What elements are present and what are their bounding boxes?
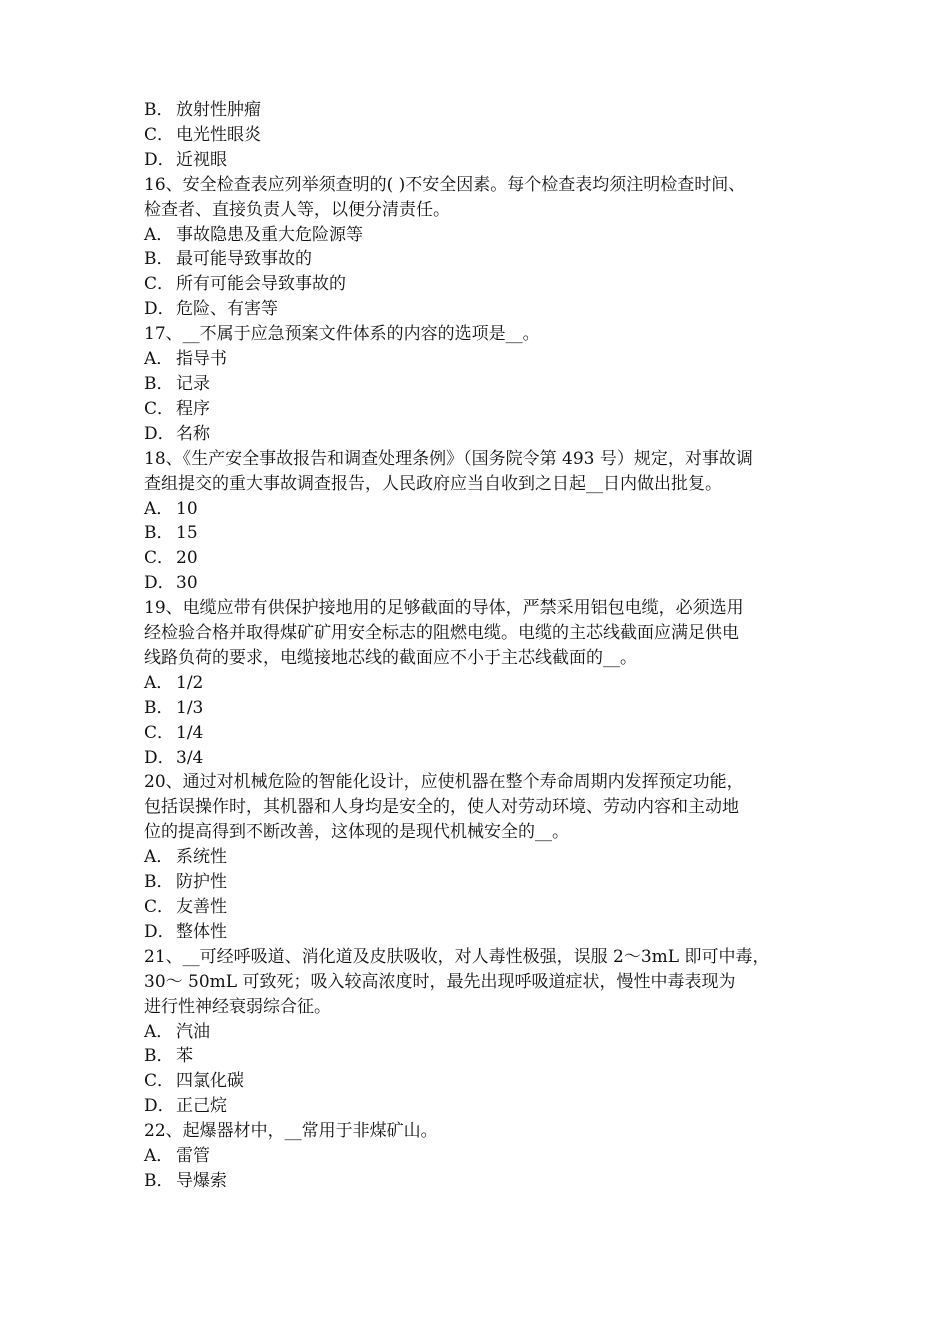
option-letter: A． xyxy=(144,1146,174,1167)
option-text: 10 xyxy=(176,498,198,519)
option-text: 30 xyxy=(176,573,198,594)
question-block xyxy=(144,945,812,1119)
option-text: 放射性肿瘤 xyxy=(176,100,261,120)
option-line xyxy=(144,1094,812,1119)
question-text-line: 22、起爆器材中，__常用于非煤矿山。 xyxy=(144,1121,438,1142)
question-text-line: 16、安全检查表应列举须查明的( )不安全因素。每个检查表均须注明检查时间、 xyxy=(144,174,746,195)
question-block xyxy=(144,322,812,447)
option-line xyxy=(144,1044,812,1069)
option-line xyxy=(144,1144,812,1169)
option-text: 名称 xyxy=(176,423,210,444)
option-text: 20 xyxy=(176,548,198,569)
question-text-line: 位的提高得到不断改善，这体现的是现代机械安全的__。 xyxy=(144,822,569,843)
option-text: 15 xyxy=(176,523,198,544)
option-letter: D． xyxy=(144,299,175,320)
option-line xyxy=(144,746,812,771)
option-text: 最可能导致事故的 xyxy=(176,249,312,270)
option-line xyxy=(144,347,812,372)
option-text: 事故隐患及重大危险源等 xyxy=(176,224,363,245)
option-text: 程序 xyxy=(176,398,210,419)
option-text: 防护性 xyxy=(176,872,227,893)
option-letter: D． xyxy=(144,149,175,170)
option-text: 整体性 xyxy=(176,921,227,942)
option-line xyxy=(144,148,812,173)
question-text-line: 19、电缆应带有供保护接地用的足够截面的导体，严禁采用铝包电缆，必须选用 xyxy=(144,598,744,619)
option-line xyxy=(144,1020,812,1045)
option-line xyxy=(144,721,812,746)
option-line xyxy=(144,571,812,596)
option-letter: D． xyxy=(144,921,175,942)
option-text: 四氯化碳 xyxy=(176,1071,244,1092)
option-line xyxy=(144,372,812,397)
option-text: 系统性 xyxy=(176,847,227,868)
option-letter: A． xyxy=(144,498,174,519)
option-letter: C． xyxy=(144,897,175,917)
option-line xyxy=(144,546,812,571)
option-text: 电光性眼炎 xyxy=(176,124,261,145)
option-text: 1/3 xyxy=(176,697,204,718)
option-letter: C． xyxy=(144,548,175,569)
option-line xyxy=(144,98,812,123)
option-letter: A． xyxy=(144,349,174,370)
option-text: 记录 xyxy=(176,373,210,394)
option-line xyxy=(144,671,812,696)
question-block xyxy=(144,173,812,322)
option-letter: A． xyxy=(144,1021,174,1042)
option-line xyxy=(144,497,812,522)
option-line xyxy=(144,422,812,447)
option-line xyxy=(144,1169,812,1194)
option-letter: A． xyxy=(144,847,174,868)
question-text-line: 检查者、直接负责人等，以便分清责任。 xyxy=(144,199,450,220)
option-letter: B． xyxy=(144,249,174,270)
option-line xyxy=(144,920,812,945)
option-letter: B． xyxy=(144,697,174,718)
option-letter: D． xyxy=(144,1096,175,1117)
option-letter: B． xyxy=(144,872,174,893)
option-letter: A． xyxy=(144,224,174,245)
option-letter: D． xyxy=(144,423,175,444)
option-line xyxy=(144,696,812,721)
option-line xyxy=(144,521,812,546)
option-line xyxy=(144,223,812,248)
question-text-line: 18、《生产安全事故报告和调查处理条例》（国务院令第 493 号）规定，对事故调 xyxy=(144,448,753,469)
option-line xyxy=(144,397,812,422)
option-line xyxy=(144,272,812,297)
option-letter: C． xyxy=(144,124,175,145)
option-text: 苯 xyxy=(176,1046,193,1067)
option-text: 汽油 xyxy=(176,1021,210,1042)
option-letter: B． xyxy=(144,1046,174,1067)
question-block xyxy=(144,596,812,770)
question-text-line: 21、__可经呼吸道、消化道及皮肤吸收，对人毒性极强，误服 2～3mL 即可中毒， xyxy=(144,946,770,967)
question-text-line: 30～ 50mL 可致死；吸入较高浓度时，最先出现呼吸道症状，慢性中毒表现为 xyxy=(144,971,736,992)
question-text-line: 包括误操作时，其机器和人身均是安全的，使人对劳动环境、劳动内容和主动地 xyxy=(144,797,739,818)
question-list xyxy=(144,173,812,1194)
option-text: 危险、有害等 xyxy=(176,299,278,320)
question-text-line: 20、通过对机械危险的智能化设计，应使机器在整个寿命周期内发挥预定功能， xyxy=(144,772,744,793)
question-text-line: 线路负荷的要求，电缆接地芯线的截面应不小于主芯线截面的__。 xyxy=(144,647,637,668)
option-letter: C． xyxy=(144,274,175,295)
option-letter: C． xyxy=(144,398,175,419)
option-text: 雷管 xyxy=(176,1146,210,1167)
option-line xyxy=(144,870,812,895)
option-text: 友善性 xyxy=(176,897,227,917)
question-block xyxy=(144,1119,812,1194)
option-line xyxy=(144,895,812,920)
option-line xyxy=(144,123,812,148)
question-text-line: 查组提交的重大事故调查报告，人民政府应当自收到之日起__日内做出批复。 xyxy=(144,473,722,494)
option-letter: B． xyxy=(144,1170,174,1191)
option-text: 所有可能会导致事故的 xyxy=(176,274,346,295)
option-letter: B． xyxy=(144,523,174,544)
option-text: 导爆索 xyxy=(176,1170,227,1191)
option-text: 近视眼 xyxy=(176,149,227,170)
option-letter: B． xyxy=(144,100,174,120)
option-letter: D． xyxy=(144,747,175,768)
option-letter: C． xyxy=(144,1071,175,1092)
document-page xyxy=(144,98,812,1194)
question-block xyxy=(144,770,812,944)
lead-options xyxy=(144,98,812,173)
option-text: 指导书 xyxy=(176,349,227,370)
option-line xyxy=(144,247,812,272)
question-block xyxy=(144,447,812,596)
option-text: 3/4 xyxy=(176,747,204,768)
option-line xyxy=(144,297,812,322)
option-letter: B． xyxy=(144,373,174,394)
option-line xyxy=(144,845,812,870)
option-letter: C． xyxy=(144,722,175,743)
option-text: 1/4 xyxy=(176,722,204,743)
option-text: 1/2 xyxy=(176,672,204,693)
option-letter: D． xyxy=(144,573,175,594)
question-text-line: 进行性神经衰弱综合征。 xyxy=(144,996,331,1017)
question-text-line: 17、__不属于应急预案文件体系的内容的选项是__。 xyxy=(144,324,540,345)
option-letter: A． xyxy=(144,672,174,693)
option-line xyxy=(144,1069,812,1094)
question-text-line: 经检验合格并取得煤矿矿用安全标志的阻燃电缆。电缆的主芯线截面应满足供电 xyxy=(144,623,739,644)
option-text: 正己烷 xyxy=(176,1096,227,1117)
